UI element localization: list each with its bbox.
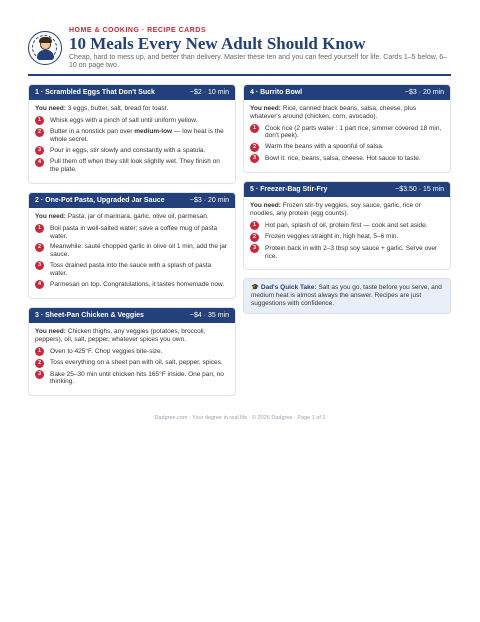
step-number-badge: 1 bbox=[35, 116, 44, 125]
step-item bbox=[250, 222, 444, 231]
step-text: Pour in eggs, stir slowly and constantly with a spatula. bbox=[50, 146, 206, 154]
step-item bbox=[250, 245, 444, 261]
card-title: 4 · Burrito Bowl bbox=[250, 89, 303, 96]
recipe-card bbox=[28, 307, 236, 396]
step-text: Boil pasta in well-salted water; save a coffee mug of pasta water. bbox=[50, 224, 218, 240]
step-number-badge: 2 bbox=[35, 128, 44, 137]
ingredients-label: You need: bbox=[35, 212, 66, 220]
ingredients-text: 3 eggs, butter, salt, bread for toast. bbox=[67, 105, 169, 112]
step-text-part: Butter in a nonstick pan over bbox=[50, 128, 135, 136]
graduation-cap-icon: 🎓 bbox=[251, 284, 260, 292]
ingredients-line bbox=[35, 328, 229, 344]
card-cost-time: ~$3 · 20 min bbox=[189, 196, 229, 204]
step-text: Whisk eggs with a pinch of salt until uniform yellow. bbox=[50, 116, 198, 124]
ingredients-label: You need: bbox=[250, 105, 281, 112]
step-text: Oven to 425°F. Chop veggies bite-size. bbox=[50, 347, 163, 355]
ingredients-label: You need: bbox=[35, 105, 66, 112]
card-cost-time: ~$4 · 35 min bbox=[189, 312, 229, 320]
step-number-badge: 3 bbox=[35, 146, 44, 155]
step-text-emphasis: medium-low bbox=[134, 128, 173, 136]
step-item bbox=[250, 233, 444, 242]
step-item bbox=[250, 125, 444, 141]
card-body bbox=[29, 323, 235, 395]
step-number-badge: 2 bbox=[250, 233, 259, 242]
card-header bbox=[29, 308, 235, 323]
step-item bbox=[35, 117, 229, 126]
step-item bbox=[35, 359, 229, 368]
page-subtitle: Cheap, hard to mess up, and better than delivery. Master these ten and you can feed yourself for life. Cards 1–5 below, 6–10 on page two. bbox=[69, 54, 448, 69]
ingredients-label: You need: bbox=[250, 202, 281, 210]
step-text: Toss drained pasta into the sauce with a splash of pasta water. bbox=[50, 261, 212, 277]
page-title: 10 Meals Every New Adult Should Know bbox=[69, 34, 366, 53]
card-cost-time: ~$3.50 · 15 min bbox=[395, 186, 444, 194]
header-titles bbox=[69, 26, 449, 70]
recipe-card bbox=[243, 84, 451, 173]
card-body bbox=[29, 100, 235, 183]
step-text: Protein back in with 2–3 tbsp soy sauce + garlic. Serve over rice. bbox=[265, 244, 438, 260]
step-number-badge: 1 bbox=[35, 347, 44, 356]
card-body bbox=[29, 208, 235, 298]
step-number-badge: 3 bbox=[250, 244, 259, 253]
step-number-badge: 1 bbox=[250, 221, 259, 230]
step-text: Cook rice (2 parts water : 1 part rice, simmer covered 18 min, don't peek). bbox=[265, 124, 442, 140]
step-text: Parmesan on top. Congratulations, it tastes homemade now. bbox=[50, 280, 225, 288]
step-item bbox=[35, 147, 229, 156]
step-text: Hot pan, splash of oil, protein first — cook and set aside. bbox=[265, 221, 428, 229]
step-item bbox=[250, 143, 444, 152]
step-item bbox=[35, 262, 229, 278]
step-number-badge: 2 bbox=[250, 143, 259, 152]
step-text: Pull them off when they still look slightly wet. They finish on the plate. bbox=[50, 158, 220, 174]
card-cost-time: ~$3 · 20 min bbox=[404, 89, 444, 96]
ingredients-label: You need: bbox=[35, 328, 66, 336]
card-cost-time: ~$2 · 10 min bbox=[189, 89, 229, 96]
ingredients-text: Frozen stir-fry veggies, soy sauce, garlic, rice or noodles, any protein (egg counts). bbox=[250, 202, 421, 217]
ingredients-line bbox=[35, 105, 229, 113]
card-header bbox=[29, 193, 235, 208]
logo-hair bbox=[39, 37, 52, 43]
step-number-badge: 2 bbox=[35, 359, 44, 368]
recipe-card bbox=[243, 181, 451, 270]
card-title: 3 · Sheet-Pan Chicken & Veggies bbox=[35, 312, 144, 320]
step-item bbox=[35, 371, 229, 387]
step-number-badge: 2 bbox=[35, 243, 44, 252]
header-divider bbox=[28, 74, 451, 76]
tip-title: Dad's Quick Take: bbox=[260, 284, 317, 292]
step-text: Frozen veggies straight in, high heat, 5–6 min. bbox=[265, 233, 399, 241]
card-title: 5 · Freezer-Bag Stir-Fry bbox=[250, 186, 328, 194]
step-text-part: — low heat is the whole secret. bbox=[50, 128, 224, 144]
ingredients-line bbox=[250, 202, 444, 218]
dadgree-logo bbox=[28, 31, 62, 65]
tip-text: Salt as you go, taste before you serve, and medium heat is almost always the answer. Recipes are just suggestions with confidence. bbox=[251, 284, 442, 307]
step-number-badge: 3 bbox=[35, 370, 44, 379]
step-number-badge: 1 bbox=[35, 224, 44, 233]
step-text bbox=[50, 128, 229, 144]
right-column bbox=[243, 84, 451, 314]
card-body bbox=[244, 197, 450, 269]
step-number-badge: 1 bbox=[250, 124, 259, 133]
ingredients-text: Chicken thighs, any veggies (potatoes, broccoli, peppers), oil, salt, pepper, whatever spices you own. bbox=[35, 328, 206, 343]
step-number-badge: 3 bbox=[250, 154, 259, 163]
card-title: 2 · One-Pot Pasta, Upgraded Jar Sauce bbox=[35, 196, 165, 204]
step-number-badge: 4 bbox=[35, 158, 44, 167]
card-header bbox=[29, 85, 235, 100]
step-item bbox=[35, 243, 229, 259]
step-text: Toss everything on a sheet pan with oil, salt, pepper, spices. bbox=[50, 359, 223, 367]
step-item bbox=[35, 128, 229, 144]
step-item bbox=[35, 281, 229, 290]
step-number-badge: 4 bbox=[35, 280, 44, 289]
card-body bbox=[244, 100, 450, 172]
left-column bbox=[28, 84, 236, 404]
recipe-card bbox=[28, 84, 236, 184]
step-text: Meanwhile: sauté chopped garlic in olive oil 1 min, add the jar sauce. bbox=[50, 243, 228, 259]
section-kicker: HOME & COOKING · RECIPE CARDS bbox=[69, 27, 207, 34]
step-number-badge: 3 bbox=[35, 261, 44, 270]
ingredients-text: Pasta, jar of marinara, garlic, olive oil, parmesan. bbox=[67, 212, 209, 220]
ingredients-line bbox=[250, 105, 444, 121]
ingredients-line bbox=[35, 213, 229, 221]
step-item bbox=[35, 348, 229, 357]
step-item bbox=[250, 155, 444, 164]
step-text: Bowl it: rice, beans, salsa, cheese. Hot sauce to taste. bbox=[265, 154, 421, 162]
step-item bbox=[35, 225, 229, 241]
logo-body bbox=[37, 50, 54, 60]
page bbox=[28, 26, 451, 386]
step-text: Bake 25–30 min until chicken hits 165°F inside. One pan, no thinking. bbox=[50, 370, 224, 386]
card-title: 1 · Scrambled Eggs That Don't Suck bbox=[35, 89, 155, 96]
page-footer: Dadgree.com · Your degree in real life · © 2026 Dadgree · Page 1 of 2 bbox=[154, 415, 326, 421]
recipe-card bbox=[28, 192, 236, 299]
card-header bbox=[244, 182, 450, 197]
page-header bbox=[28, 26, 451, 72]
step-text: Warm the beans with a spoonful of salsa. bbox=[265, 143, 384, 151]
tip-box bbox=[243, 278, 451, 313]
card-header bbox=[244, 85, 450, 100]
step-item bbox=[35, 158, 229, 174]
ingredients-text: Rice, canned black beans, salsa, cheese, plus whatever's around (chicken, corn, avocado). bbox=[250, 105, 417, 120]
